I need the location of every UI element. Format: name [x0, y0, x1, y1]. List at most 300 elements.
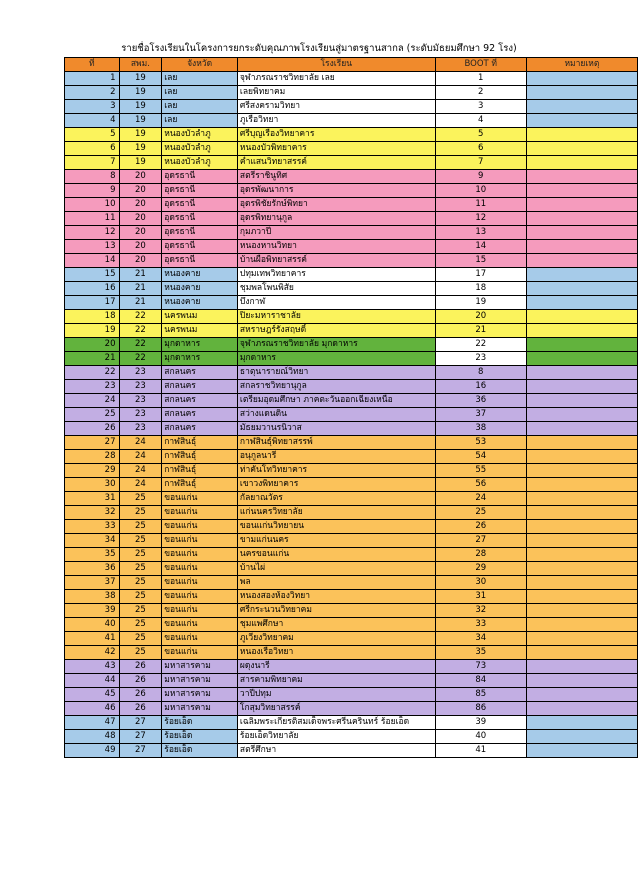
- row-area: 20: [119, 226, 162, 240]
- row-note: [526, 464, 637, 478]
- row-boot: 16: [435, 380, 526, 394]
- table-row: [65, 660, 638, 674]
- row-boot: 20: [435, 310, 526, 324]
- table-row: [65, 716, 638, 730]
- row-number: 36: [65, 562, 120, 576]
- row-school: สกลราชวิทยานุกูล: [237, 380, 435, 394]
- row-number: 9: [65, 184, 120, 198]
- row-boot: 18: [435, 282, 526, 296]
- row-note: [526, 646, 637, 660]
- row-area: 21: [119, 296, 162, 310]
- row-school: ขามแก่นนคร: [237, 534, 435, 548]
- row-boot: 37: [435, 408, 526, 422]
- row-boot: 33: [435, 618, 526, 632]
- row-province: มหาสารคาม: [162, 674, 238, 688]
- row-boot: 12: [435, 212, 526, 226]
- row-province: ขอนแก่น: [162, 520, 238, 534]
- row-province: กาฬสินธุ์: [162, 450, 238, 464]
- row-school: ท่าคันโทวิทยาคาร: [237, 464, 435, 478]
- row-school: มัธยมวานรนิวาส: [237, 422, 435, 436]
- row-area: 27: [119, 730, 162, 744]
- row-school: เตรียมอุดมศึกษา ภาคตะวันออกเฉียงเหนือ: [237, 394, 435, 408]
- row-area: 22: [119, 352, 162, 366]
- row-area: 23: [119, 394, 162, 408]
- row-boot: 14: [435, 240, 526, 254]
- row-province: สกลนคร: [162, 394, 238, 408]
- row-number: 8: [65, 170, 120, 184]
- row-boot: 29: [435, 562, 526, 576]
- row-area: 20: [119, 198, 162, 212]
- row-note: [526, 156, 637, 170]
- row-note: [526, 688, 637, 702]
- row-note: [526, 394, 637, 408]
- row-number: 20: [65, 338, 120, 352]
- row-number: 46: [65, 702, 120, 716]
- row-province: หนองคาย: [162, 268, 238, 282]
- row-province: มหาสารคาม: [162, 688, 238, 702]
- row-area: 25: [119, 534, 162, 548]
- row-area: 25: [119, 548, 162, 562]
- table-row: [65, 142, 638, 156]
- table-row: [65, 338, 638, 352]
- row-boot: 5: [435, 128, 526, 142]
- row-number: 33: [65, 520, 120, 534]
- table-row: [65, 408, 638, 422]
- row-note: [526, 576, 637, 590]
- row-school: สว่างแดนดิน: [237, 408, 435, 422]
- row-note: [526, 352, 637, 366]
- row-boot: 40: [435, 730, 526, 744]
- table-row: [65, 744, 638, 758]
- row-area: 24: [119, 436, 162, 450]
- table-row: [65, 674, 638, 688]
- row-note: [526, 240, 637, 254]
- row-boot: 56: [435, 478, 526, 492]
- row-area: 19: [119, 100, 162, 114]
- row-note: [526, 128, 637, 142]
- row-boot: 2: [435, 86, 526, 100]
- row-area: 25: [119, 618, 162, 632]
- table-row: [65, 422, 638, 436]
- row-province: ขอนแก่น: [162, 534, 238, 548]
- row-province: อุดรธานี: [162, 184, 238, 198]
- row-school: จุฬาภรณราชวิทยาลัย มุกดาหาร: [237, 338, 435, 352]
- row-note: [526, 296, 637, 310]
- row-school: อุดรพิชัยรักษ์พิทยา: [237, 198, 435, 212]
- row-note: [526, 506, 637, 520]
- row-note: [526, 436, 637, 450]
- table-row: [65, 450, 638, 464]
- row-area: 20: [119, 254, 162, 268]
- row-number: 32: [65, 506, 120, 520]
- row-number: 43: [65, 660, 120, 674]
- row-school: เฉลิมพระเกียรติสมเด็จพระศรีนครินทร์ ร้อยเอ็ด: [237, 716, 435, 730]
- row-school: นครขอนแก่น: [237, 548, 435, 562]
- row-school: กัลยาณวัตร: [237, 492, 435, 506]
- table-row: [65, 240, 638, 254]
- row-number: 12: [65, 226, 120, 240]
- row-area: 19: [119, 128, 162, 142]
- row-boot: 30: [435, 576, 526, 590]
- row-note: [526, 282, 637, 296]
- row-boot: 17: [435, 268, 526, 282]
- row-school: ชุมพลโพนพิสัย: [237, 282, 435, 296]
- row-province: หนองคาย: [162, 282, 238, 296]
- row-area: 19: [119, 142, 162, 156]
- row-province: ขอนแก่น: [162, 646, 238, 660]
- table-row: [65, 184, 638, 198]
- row-number: 17: [65, 296, 120, 310]
- row-province: เลย: [162, 100, 238, 114]
- row-school: ค่ำแสนวิทยาสรรค์: [237, 156, 435, 170]
- row-number: 31: [65, 492, 120, 506]
- row-number: 18: [65, 310, 120, 324]
- row-note: [526, 338, 637, 352]
- row-area: 23: [119, 408, 162, 422]
- row-area: 26: [119, 660, 162, 674]
- row-number: 4: [65, 114, 120, 128]
- row-boot: 25: [435, 506, 526, 520]
- row-school: ปทุมเทพวิทยาคาร: [237, 268, 435, 282]
- row-area: 19: [119, 72, 162, 86]
- row-province: มหาสารคาม: [162, 660, 238, 674]
- row-boot: 54: [435, 450, 526, 464]
- row-boot: 32: [435, 604, 526, 618]
- row-boot: 35: [435, 646, 526, 660]
- row-note: [526, 212, 637, 226]
- row-school: อนุกูลนารี: [237, 450, 435, 464]
- table-row: [65, 254, 638, 268]
- row-note: [526, 366, 637, 380]
- row-province: มุกดาหาร: [162, 338, 238, 352]
- row-area: 20: [119, 240, 162, 254]
- row-note: [526, 702, 637, 716]
- row-note: [526, 632, 637, 646]
- row-boot: 27: [435, 534, 526, 548]
- row-school: ธาตุนารายณ์วิทยา: [237, 366, 435, 380]
- row-school: หนองหานวิทยา: [237, 240, 435, 254]
- row-area: 25: [119, 520, 162, 534]
- table-row: [65, 310, 638, 324]
- row-area: 20: [119, 184, 162, 198]
- row-number: 42: [65, 646, 120, 660]
- row-note: [526, 660, 637, 674]
- row-area: 26: [119, 674, 162, 688]
- row-note: [526, 310, 637, 324]
- row-note: [526, 268, 637, 282]
- row-number: 7: [65, 156, 120, 170]
- row-boot: 55: [435, 464, 526, 478]
- row-school: หนองสองห้องวิทยา: [237, 590, 435, 604]
- row-boot: 7: [435, 156, 526, 170]
- row-school: พล: [237, 576, 435, 590]
- header-school: โรงเรียน: [237, 58, 435, 72]
- row-number: 39: [65, 604, 120, 618]
- row-boot: 36: [435, 394, 526, 408]
- row-number: 16: [65, 282, 120, 296]
- row-note: [526, 226, 637, 240]
- row-area: 25: [119, 506, 162, 520]
- row-boot: 31: [435, 590, 526, 604]
- row-province: กาฬสินธุ์: [162, 478, 238, 492]
- table-row: [65, 730, 638, 744]
- row-area: 24: [119, 450, 162, 464]
- row-school: หนองบัวพิทยาคาร: [237, 142, 435, 156]
- row-area: 23: [119, 380, 162, 394]
- row-province: ขอนแก่น: [162, 604, 238, 618]
- row-note: [526, 548, 637, 562]
- row-province: อุดรธานี: [162, 254, 238, 268]
- row-province: กาฬสินธุ์: [162, 464, 238, 478]
- row-note: [526, 604, 637, 618]
- row-note: [526, 380, 637, 394]
- row-number: 45: [65, 688, 120, 702]
- row-province: ขอนแก่น: [162, 562, 238, 576]
- row-area: 23: [119, 422, 162, 436]
- row-number: 15: [65, 268, 120, 282]
- row-area: 21: [119, 268, 162, 282]
- table-row: [65, 268, 638, 282]
- row-note: [526, 534, 637, 548]
- row-area: 22: [119, 338, 162, 352]
- row-number: 35: [65, 548, 120, 562]
- row-note: [526, 408, 637, 422]
- table-row: [65, 128, 638, 142]
- row-number: 6: [65, 142, 120, 156]
- row-boot: 24: [435, 492, 526, 506]
- table-row: [65, 604, 638, 618]
- table-row: [65, 632, 638, 646]
- header-province: จังหวัด: [162, 58, 238, 72]
- row-boot: 41: [435, 744, 526, 758]
- table-header-row: [65, 58, 638, 72]
- table-row: [65, 506, 638, 520]
- row-note: [526, 590, 637, 604]
- row-province: มุกดาหาร: [162, 352, 238, 366]
- row-school: แก่นนครวิทยาลัย: [237, 506, 435, 520]
- row-note: [526, 72, 637, 86]
- table-row: [65, 324, 638, 338]
- row-number: 13: [65, 240, 120, 254]
- row-boot: 9: [435, 170, 526, 184]
- row-area: 26: [119, 688, 162, 702]
- row-area: 22: [119, 310, 162, 324]
- row-province: เลย: [162, 72, 238, 86]
- row-boot: 39: [435, 716, 526, 730]
- row-area: 19: [119, 156, 162, 170]
- row-province: นครพนม: [162, 310, 238, 324]
- row-number: 48: [65, 730, 120, 744]
- table-row: [65, 646, 638, 660]
- row-area: 21: [119, 282, 162, 296]
- row-school: ชุมแพศึกษา: [237, 618, 435, 632]
- table-row: [65, 198, 638, 212]
- row-province: หนองบัวลำภู: [162, 156, 238, 170]
- row-province: ร้อยเอ็ด: [162, 744, 238, 758]
- row-area: 24: [119, 464, 162, 478]
- row-boot: 53: [435, 436, 526, 450]
- row-number: 25: [65, 408, 120, 422]
- row-note: [526, 730, 637, 744]
- row-area: 27: [119, 744, 162, 758]
- row-boot: 10: [435, 184, 526, 198]
- row-area: 23: [119, 366, 162, 380]
- row-note: [526, 86, 637, 100]
- row-note: [526, 744, 637, 758]
- row-number: 3: [65, 100, 120, 114]
- row-school: กุมภวาปี: [237, 226, 435, 240]
- row-note: [526, 520, 637, 534]
- row-school: อุดรพัฒนาการ: [237, 184, 435, 198]
- row-boot: 86: [435, 702, 526, 716]
- row-area: 24: [119, 478, 162, 492]
- school-table-wrapper: [64, 57, 638, 758]
- row-area: 22: [119, 324, 162, 338]
- row-note: [526, 100, 637, 114]
- row-boot: 84: [435, 674, 526, 688]
- row-note: [526, 170, 637, 184]
- header-area: สพม.: [119, 58, 162, 72]
- row-number: 5: [65, 128, 120, 142]
- row-area: 27: [119, 716, 162, 730]
- row-province: ขอนแก่น: [162, 548, 238, 562]
- row-school: กาฬสินธุ์พิทยาสรรพ์: [237, 436, 435, 450]
- table-row: [65, 86, 638, 100]
- row-school: ปิยะมหาราชาลัย: [237, 310, 435, 324]
- row-boot: 21: [435, 324, 526, 338]
- row-school: บ้านผือพิทยาสรรค์: [237, 254, 435, 268]
- row-number: 41: [65, 632, 120, 646]
- table-row: [65, 534, 638, 548]
- table-row: [65, 394, 638, 408]
- row-school: โกสุมวิทยาสรรค์: [237, 702, 435, 716]
- row-area: 25: [119, 590, 162, 604]
- row-note: [526, 492, 637, 506]
- row-note: [526, 114, 637, 128]
- row-number: 26: [65, 422, 120, 436]
- header-no: ที่: [65, 58, 120, 72]
- row-boot: 13: [435, 226, 526, 240]
- table-row: [65, 296, 638, 310]
- row-note: [526, 198, 637, 212]
- row-note: [526, 184, 637, 198]
- row-province: อุดรธานี: [162, 212, 238, 226]
- header-note: หมายเหตุ: [526, 58, 637, 72]
- row-school: ภูเวียงวิทยาคม: [237, 632, 435, 646]
- row-boot: 19: [435, 296, 526, 310]
- row-province: ขอนแก่น: [162, 506, 238, 520]
- row-note: [526, 422, 637, 436]
- row-note: [526, 450, 637, 464]
- table-row: [65, 478, 638, 492]
- row-area: 25: [119, 576, 162, 590]
- row-area: 25: [119, 646, 162, 660]
- row-boot: 4: [435, 114, 526, 128]
- row-area: 19: [119, 86, 162, 100]
- row-school: ผดุงนารี: [237, 660, 435, 674]
- row-boot: 6: [435, 142, 526, 156]
- row-boot: 28: [435, 548, 526, 562]
- row-school: ศรีสงครามวิทยา: [237, 100, 435, 114]
- row-note: [526, 674, 637, 688]
- row-boot: 1: [435, 72, 526, 86]
- table-row: [65, 436, 638, 450]
- table-row: [65, 576, 638, 590]
- row-school: จุฬาภรณราชวิทยาลัย เลย: [237, 72, 435, 86]
- row-province: อุดรธานี: [162, 170, 238, 184]
- row-number: 28: [65, 450, 120, 464]
- row-school: สารคามพิทยาคม: [237, 674, 435, 688]
- row-boot: 73: [435, 660, 526, 674]
- row-school: ขอนแก่นวิทยายน: [237, 520, 435, 534]
- row-boot: 34: [435, 632, 526, 646]
- table-row: [65, 688, 638, 702]
- row-boot: 11: [435, 198, 526, 212]
- row-boot: 8: [435, 366, 526, 380]
- row-number: 44: [65, 674, 120, 688]
- table-row: [65, 114, 638, 128]
- row-number: 23: [65, 380, 120, 394]
- table-row: [65, 702, 638, 716]
- table-row: [65, 72, 638, 86]
- row-number: 40: [65, 618, 120, 632]
- row-school: ร้อยเอ็ดวิทยาลัย: [237, 730, 435, 744]
- row-note: [526, 254, 637, 268]
- row-school: ภูเรือวิทยา: [237, 114, 435, 128]
- row-number: 21: [65, 352, 120, 366]
- row-number: 10: [65, 198, 120, 212]
- row-note: [526, 618, 637, 632]
- row-number: 2: [65, 86, 120, 100]
- row-province: ขอนแก่น: [162, 590, 238, 604]
- row-school: หนองเรือวิทยา: [237, 646, 435, 660]
- row-school: วาปีปทุม: [237, 688, 435, 702]
- row-school: บ้านไผ่: [237, 562, 435, 576]
- school-table: [64, 57, 638, 758]
- row-number: 38: [65, 590, 120, 604]
- table-row: [65, 520, 638, 534]
- row-boot: 26: [435, 520, 526, 534]
- row-province: กาฬสินธุ์: [162, 436, 238, 450]
- table-row: [65, 618, 638, 632]
- row-number: 22: [65, 366, 120, 380]
- table-row: [65, 156, 638, 170]
- row-number: 30: [65, 478, 120, 492]
- table-row: [65, 352, 638, 366]
- table-row: [65, 492, 638, 506]
- row-province: หนองบัวลำภู: [162, 142, 238, 156]
- row-province: ขอนแก่น: [162, 576, 238, 590]
- row-school: มุกดาหาร: [237, 352, 435, 366]
- row-note: [526, 324, 637, 338]
- row-province: สกลนคร: [162, 408, 238, 422]
- row-note: [526, 142, 637, 156]
- row-province: ขอนแก่น: [162, 632, 238, 646]
- row-note: [526, 478, 637, 492]
- row-province: ร้อยเอ็ด: [162, 716, 238, 730]
- row-province: หนองคาย: [162, 296, 238, 310]
- row-province: นครพนม: [162, 324, 238, 338]
- row-number: 1: [65, 72, 120, 86]
- row-note: [526, 562, 637, 576]
- row-province: อุดรธานี: [162, 240, 238, 254]
- row-province: สกลนคร: [162, 422, 238, 436]
- row-province: ขอนแก่น: [162, 492, 238, 506]
- table-row: [65, 366, 638, 380]
- row-province: สกลนคร: [162, 380, 238, 394]
- row-number: 11: [65, 212, 120, 226]
- row-note: [526, 716, 637, 730]
